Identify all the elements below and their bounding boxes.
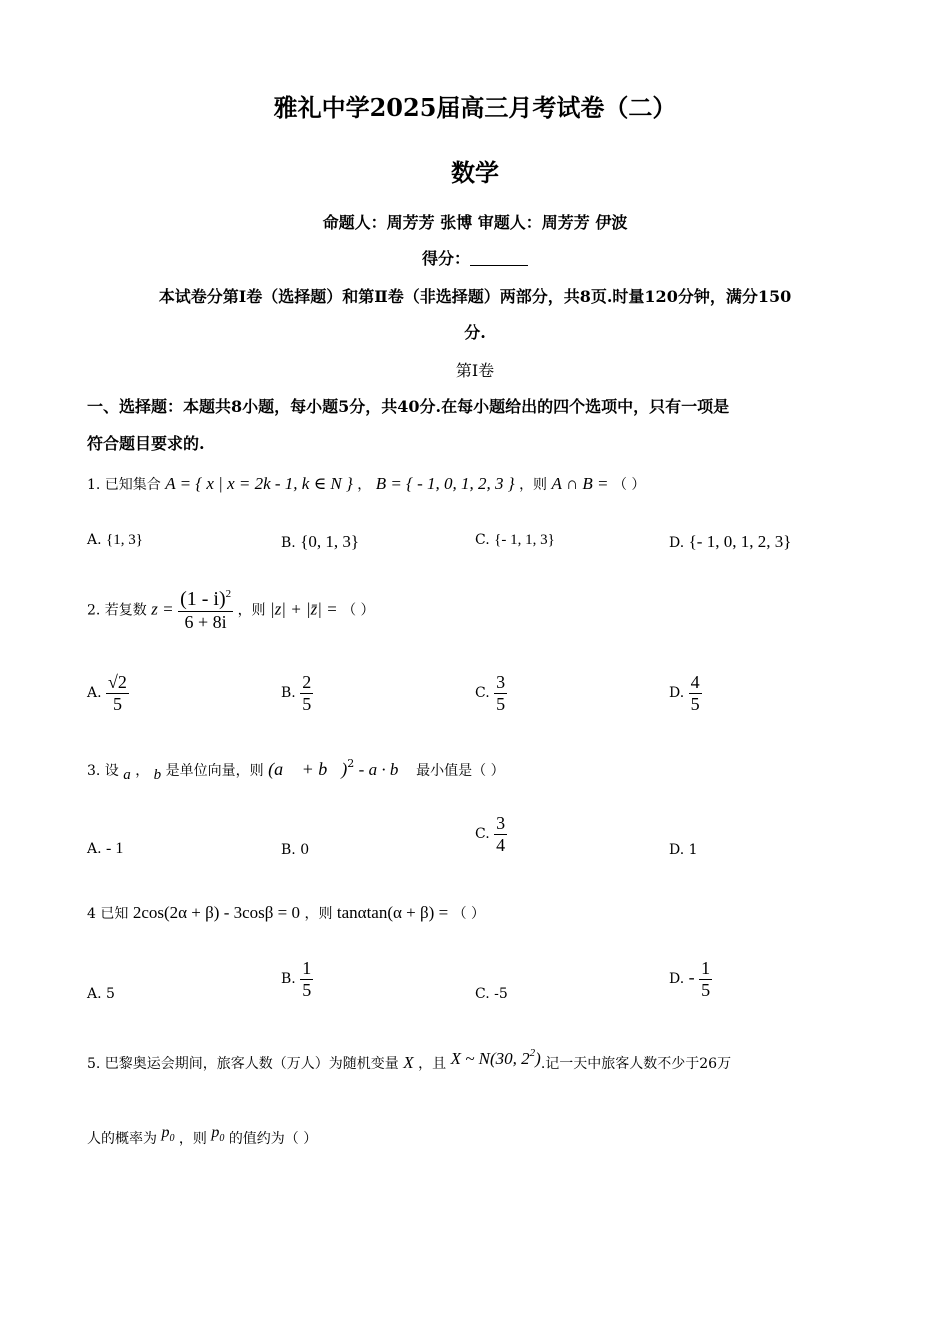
- q1-prefix: 1. 已知集合: [87, 477, 161, 493]
- q1-sep: ，: [357, 477, 372, 493]
- score-label: 得分：: [421, 249, 470, 268]
- q1-option-d-text: {- 1, 0, 1, 2, 3}: [688, 532, 792, 551]
- subject-title: 数学: [451, 158, 499, 187]
- q3-vector-b: b: [153, 767, 162, 783]
- q3-ask: 最小值是（ ）: [416, 763, 505, 779]
- q2-option-a-frac: $\frac{√2}{5}$: [108, 672, 127, 714]
- q1-set-b: B = { - 1, 0, 1, 2, 3 }: [375, 474, 515, 493]
- q3-option-c-frac: $\frac{3}{4}$: [496, 813, 506, 855]
- q2-option-c-frac: $\frac{3}{5}$: [496, 672, 506, 714]
- q1-ask: ，则: [519, 477, 548, 493]
- q2-expr: |z| + |z̄| =: [270, 599, 338, 619]
- authors-line: 命题人：周芳芳 张博 审题人：周芳芳 伊波: [322, 213, 628, 232]
- q2-numerator: (1 - i): [180, 588, 226, 610]
- q2-ask: ，则: [237, 602, 266, 619]
- q3-option-d: D. 1: [669, 842, 698, 858]
- q1-option-a: A. {1, 3}: [87, 532, 143, 548]
- q4-option-d: D. - $\frac{1}{5}$: [669, 958, 711, 1000]
- question-4: [87, 903, 485, 923]
- q3-option-a: A. - 1: [87, 840, 124, 857]
- q2-option-d-frac: $\frac{4}{5}$: [690, 672, 700, 714]
- section-heading-line-2: 符合题目要求的.: [87, 434, 205, 453]
- q4-option-b-frac: $\frac{1}{5}$: [302, 958, 312, 1000]
- q2-prefix: 2. 若复数: [87, 602, 147, 619]
- q2-denominator: 6 + 8i: [178, 611, 233, 633]
- score-line: [0, 246, 950, 269]
- q1-option-a-text: {1, 3}: [106, 532, 143, 548]
- q4-option-c: C. -5: [475, 986, 508, 1002]
- q5-prefix: 5. 巴黎奥运会期间，旅客人数（万人）为随机变量: [87, 1056, 399, 1072]
- q4-paren: （ ）: [452, 906, 486, 922]
- q1-option-b: B. {0, 1, 3}: [281, 532, 360, 551]
- q2-option-c: C. $\frac{3}{5}$: [475, 672, 506, 714]
- q2-option-a: A. $\frac{√2}{5}$: [87, 672, 127, 714]
- q1-option-b-text: {0, 1, 3}: [300, 532, 360, 551]
- q3-expr: (a⃗ + b⃗): [268, 759, 348, 779]
- question-5-line-2: 人的概率为 $p_0$ ，则 $p_0$ 的值约为（ ）: [87, 1124, 318, 1147]
- q3-option-b: B. 0: [281, 842, 310, 858]
- q3-mid: 是单位向量，则: [165, 763, 264, 779]
- question-2: [87, 588, 375, 633]
- q3-expr-tail: - a · b: [358, 760, 399, 779]
- q4-option-b: B. $\frac{1}{5}$: [281, 958, 312, 1000]
- q2-fraction: $\frac{(1 - i)^2}{6 + 8i}$: [180, 588, 232, 632]
- section-heading-line-1: 一、选择题：本题共8小题，每小题5分，共40分.在每小题给出的四个选项中，只有一项是: [87, 397, 730, 416]
- q1-set-a: A = { x | x = 2k - 1, k ∈ N }: [165, 474, 353, 493]
- question-1: [87, 474, 645, 494]
- q1-expr: A ∩ B =: [551, 474, 609, 493]
- q4-ask: ，则: [304, 906, 333, 922]
- q4-condition: 2cos(2α + β) - 3cosβ = 0: [132, 903, 300, 922]
- q5-distribution: X ~ N(30, $2^2$): [450, 1047, 541, 1068]
- q4-option-a: A. 5: [87, 986, 115, 1002]
- volume-title: 第Ⅰ卷: [455, 361, 495, 380]
- q5-p0-a: $p_0$: [161, 1124, 175, 1144]
- q2-option-d: D. $\frac{4}{5}$: [669, 672, 700, 714]
- intro-line-1: 本试卷分第Ⅰ卷（选择题）和第Ⅱ卷（非选择题）两部分，共8页.时量120分钟，满分150: [158, 287, 792, 306]
- q4-expr: tanαtan(α + β) =: [336, 903, 449, 922]
- q1-paren: （ ）: [612, 477, 646, 493]
- q5-p0-b: $p_0$: [211, 1124, 225, 1144]
- q2-lhs: z =: [151, 599, 174, 619]
- q1-option-c: C. {- 1, 1, 3}: [475, 532, 555, 548]
- q3-prefix: 3. 设: [87, 763, 119, 779]
- q5-tail: .记一天中旅客人数不少于26万: [540, 1056, 732, 1072]
- q5-variable-x: X: [403, 1053, 414, 1072]
- exam-title: 雅礼中学2025届高三月考试卷（二）: [273, 93, 677, 122]
- q2-paren: （ ）: [342, 602, 375, 619]
- question-3: 3. 设 a ， b 是单位向量，则 (a⃗ + b⃗)$^2$ - a · b 最小值是（ ）: [87, 757, 505, 783]
- q2-option-b: B. $\frac{2}{5}$: [281, 672, 312, 714]
- score-blank: [470, 251, 528, 266]
- intro-line-2: 分.: [464, 323, 486, 342]
- q2-option-b-frac: $\frac{2}{5}$: [302, 672, 312, 714]
- q1-option-c-text: {- 1, 1, 3}: [494, 532, 555, 548]
- q4-option-d-frac: $\frac{1}{5}$: [701, 958, 711, 1000]
- q3-option-c: C. $\frac{3}{4}$: [475, 813, 506, 855]
- q1-option-d: D. {- 1, 0, 1, 2, 3}: [669, 532, 792, 551]
- question-5-line-1: 5. 巴黎奥运会期间，旅客人数（万人）为随机变量 X ，且 X ~ N(30, $2^2$).记一天中旅客人数不少于26万: [87, 1047, 732, 1072]
- q4-prefix: 4 已知: [87, 906, 129, 922]
- q3-vector-a: a: [123, 767, 131, 783]
